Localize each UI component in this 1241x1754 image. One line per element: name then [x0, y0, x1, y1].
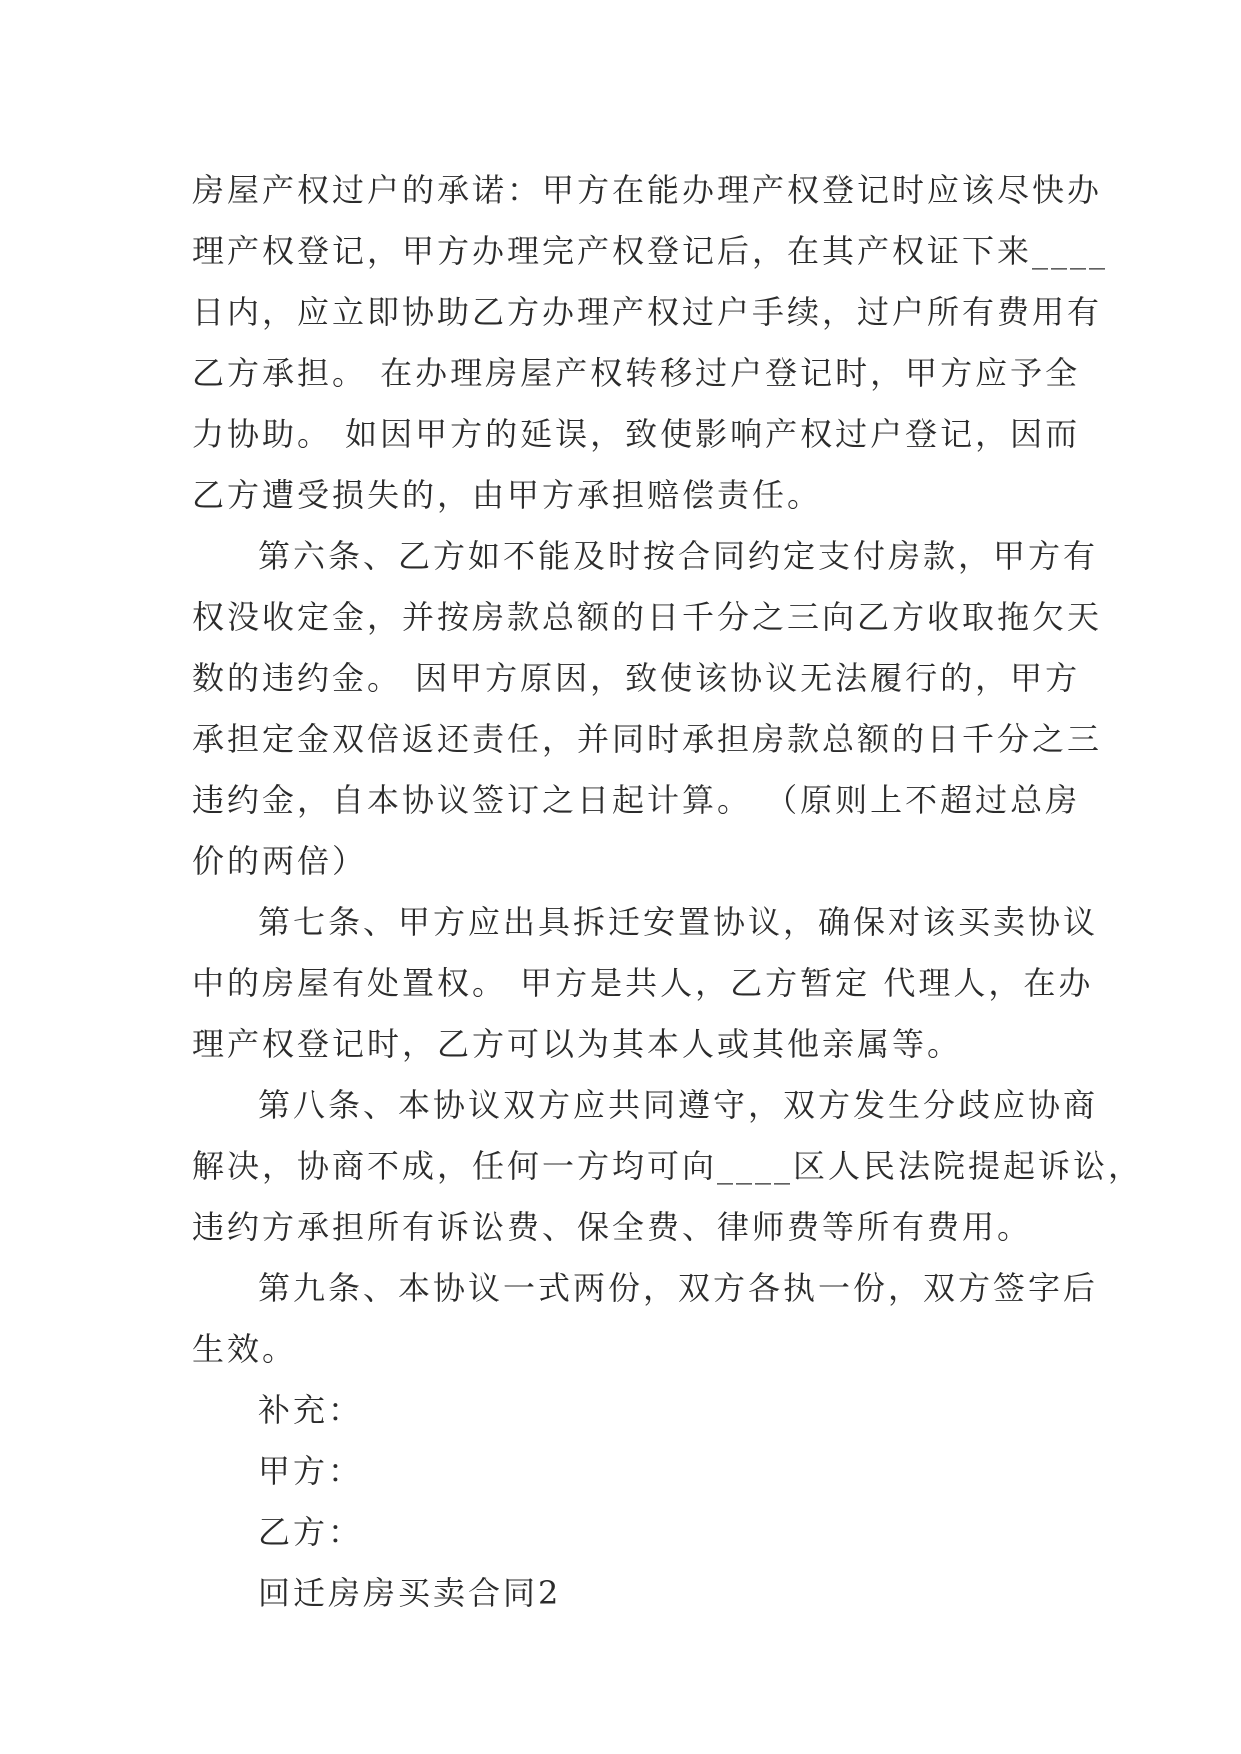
text-line: 乙方承担。 在办理房屋产权转移过户登记时，甲方应予全 [192, 354, 1081, 392]
paragraph-article-7 [192, 892, 1099, 1075]
next-contract-title: 回迁房房买卖合同2 [258, 1574, 562, 1612]
paragraph-article-8 [192, 1075, 1144, 1258]
party-a-label: 甲方： [258, 1452, 364, 1490]
text-line: 违约方承担所有诉讼费、保全费、律师费等所有费用。 [192, 1208, 1033, 1246]
text-line: 第七条、甲方应出具拆迁安置协议，确保对该买卖协议 [258, 903, 1099, 941]
text-line: 中的房屋有处置权。 甲方是共人，乙方暂定 代理人，在办 [192, 964, 1094, 1002]
text-line: 第六条、乙方如不能及时按合同约定支付房款，甲方有 [258, 537, 1099, 575]
text-line: 数的违约金。 因甲方原因，致使该协议无法履行的，甲方 [192, 659, 1081, 697]
text-line: 违约金，自本协议签订之日起计算。 （原则上不超过总房 [192, 781, 1081, 819]
text-line: 力协助。 如因甲方的延误，致使影响产权过户登记，因而 [192, 415, 1081, 453]
text-line: 乙方遭受损失的，由甲方承担赔偿责任。 [192, 476, 823, 514]
text-line: 第九条、本协议一式两份，双方各执一份，双方签字后 [258, 1269, 1099, 1307]
text-line: 承担定金双倍返还责任，并同时承担房款总额的日千分之三 [192, 720, 1103, 758]
text-line: 房屋产权过户的承诺：甲方在能办理产权登记时应该尽快办 [192, 171, 1103, 209]
text-line: 权没收定金，并按房款总额的日千分之三向乙方收取拖欠天 [192, 598, 1103, 636]
text-line: 理产权登记时，乙方可以为其本人或其他亲属等。 [192, 1025, 963, 1063]
text-line: 解决，协商不成，任何一方均可向____区人民法院提起诉讼， [192, 1147, 1144, 1185]
document-body [192, 160, 1144, 1624]
party-b-label: 乙方： [258, 1513, 364, 1551]
text-line: 生效。 [192, 1330, 298, 1368]
paragraph-article-6 [192, 526, 1103, 892]
supplement-label: 补充： [258, 1391, 364, 1429]
text-line: 日内，应立即协助乙方办理产权过户手续，过户所有费用有 [192, 293, 1103, 331]
paragraph-article-9 [192, 1258, 1099, 1380]
text-line: 第八条、本协议双方应共同遵守，双方发生分歧应协商 [258, 1086, 1099, 1124]
text-line: 理产权登记，甲方办理完产权登记后，在其产权证下来____ [192, 232, 1109, 270]
paragraph-title-transfer-commitment [192, 160, 1109, 526]
text-line: 价的两倍） [192, 842, 368, 880]
